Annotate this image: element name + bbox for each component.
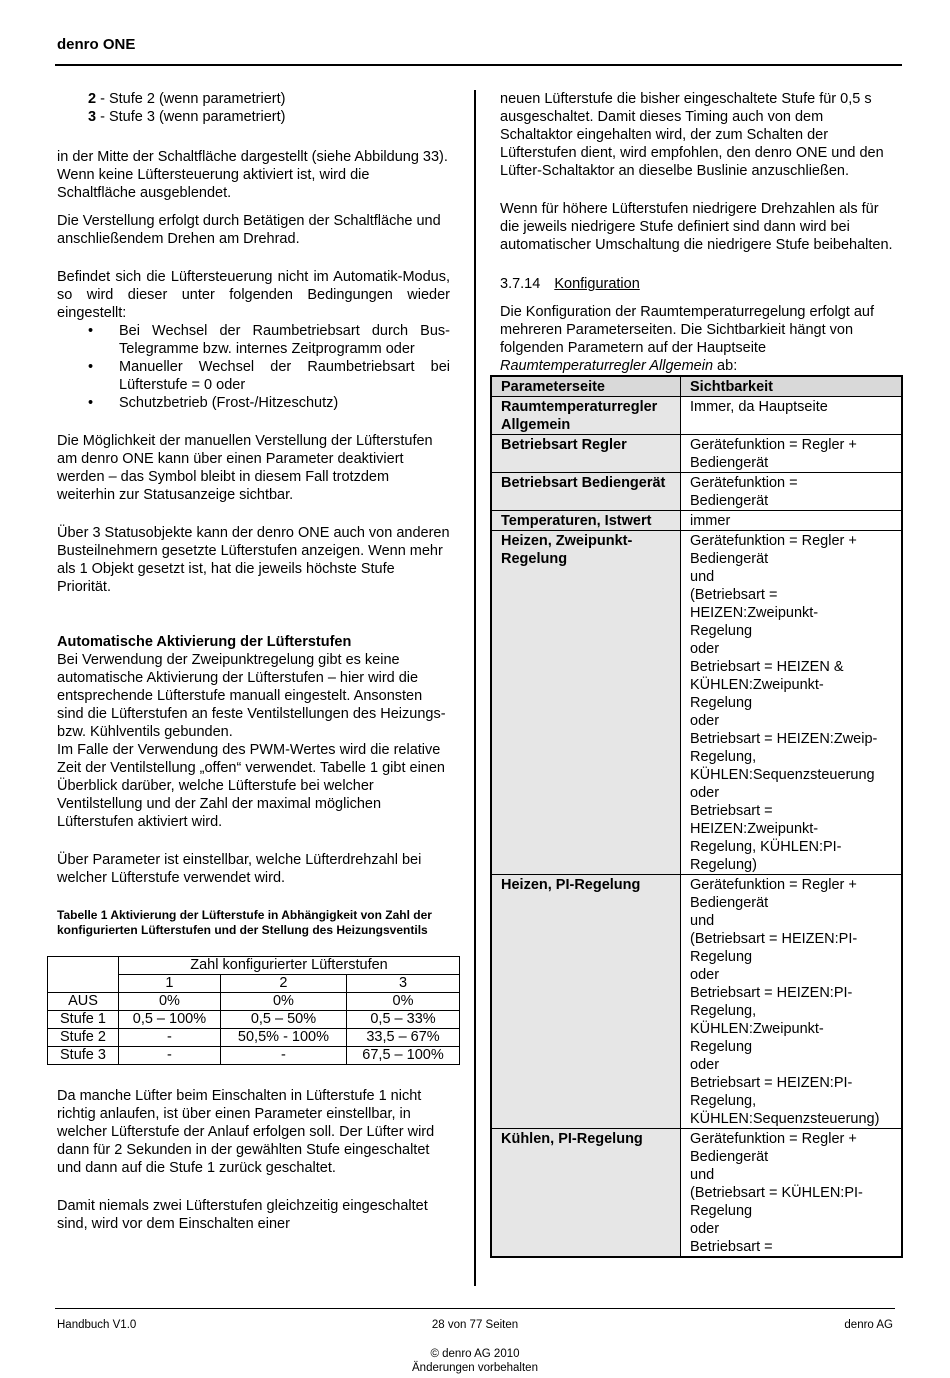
table-header: Parameterseite <box>491 376 681 397</box>
visibility-line: Betriebsart = <box>690 803 773 819</box>
visibility-line: (Betriebsart = <box>690 587 778 603</box>
visibility-line: Regelung <box>690 1203 753 1219</box>
table-row <box>48 1011 460 1029</box>
table-cell <box>48 957 119 993</box>
paragraph: Die Konfiguration der Raumtemperaturregelung erfolgt auf mehreren Parameterseiten. Die Sichtbarkieit hängt von folgenden Parametern auf der Hauptseite Raumtemperaturregler Allgemein ab: <box>500 304 874 374</box>
table-header: Sichtbarkeit <box>681 376 903 397</box>
visibility-line: Betriebsart = <box>690 1239 773 1255</box>
table-header: 1 <box>119 975 221 993</box>
visibility-line: KÜHLEN:Sequenzsteuerung) <box>690 1111 880 1127</box>
visibility-line: KÜHLEN:Zweipunkt- <box>690 677 824 693</box>
visibility-cell <box>681 473 903 511</box>
visibility-line: Regelung, <box>690 1093 757 1109</box>
visibility-line: oder <box>690 967 720 983</box>
parameter-page-cell: Heizen, PI-Regelung <box>491 875 681 1129</box>
visibility-line: oder <box>690 785 720 801</box>
paragraph: Über Parameter ist einstellbar, welche Lüfterdrehzahl bei welcher Lüfterstufe verwendet wird. <box>57 852 422 886</box>
table-cell: - <box>119 1029 221 1047</box>
parameter-page-cell: Kühlen, PI-Regelung <box>491 1129 681 1258</box>
table-row <box>491 435 902 473</box>
visibility-cell <box>681 435 903 473</box>
visibility-line: KÜHLEN:Sequenzsteuerung <box>690 767 875 783</box>
visibility-line: Regelung, <box>690 749 757 765</box>
table-header: Zahl konfigurierter Lüfterstufen <box>119 957 460 975</box>
visibility-line: HEIZEN:Zweipunkt- <box>690 821 819 837</box>
table-cell: 50,5% - 100% <box>220 1029 346 1047</box>
section-number: 3.7.14 <box>500 276 541 292</box>
visibility-line: Gerätefunktion = Regler + <box>690 877 857 893</box>
list-item: • Manueller Wechsel der Raumbetriebsart bei Lüfterstufe = 0 oder <box>119 358 450 394</box>
visibility-line: oder <box>690 1057 720 1073</box>
paragraph: in der Mitte der Schaltfläche dargestellt (siehe Abbildung 33). Wenn keine Lüftersteuerung aktiviert ist, wird die Schaltfläche ausgeblendet. <box>57 149 448 201</box>
parameter-page-cell: Raumtemperaturregler Allgemein <box>491 397 681 435</box>
row-label: Stufe 1 <box>48 1011 119 1029</box>
stufe-item: 2 - Stufe 2 (wenn parametriert) <box>88 91 286 107</box>
visibility-line: Regelung <box>690 623 753 639</box>
table-header: 3 <box>347 975 460 993</box>
paragraph: Da manche Lüfter beim Einschalten in Lüfterstufe 1 nicht richtig anlaufen, ist über einen Parameter einstellbar, in welcher Lüfterstufe der Anlauf erfolgen soll. Der Lüfter wird dann für 2 Sekunden in der gewählten Stufe eingeschaltet und dann auf die Stufe 1 zurück geschaltet. <box>57 1088 435 1176</box>
stufen-list <box>57 90 450 126</box>
table-cell: 67,5 – 100% <box>347 1047 460 1065</box>
column-divider <box>474 90 476 1286</box>
copyright: © denro AG 2010 <box>430 1348 520 1360</box>
visibility-cell <box>681 511 903 531</box>
list-item: • Bei Wechsel der Raumbetriebsart durch Bus-Telegramme bzw. internes Zeitprogramm oder <box>119 322 450 358</box>
table-cell: 0,5 – 100% <box>119 1011 221 1029</box>
visibility-line: und <box>690 569 715 585</box>
visibility-line: oder <box>690 1221 720 1237</box>
table-cell: 33,5 – 67% <box>347 1029 460 1047</box>
table-row <box>491 1129 902 1258</box>
visibility-line: Regelung <box>690 1039 753 1055</box>
visibility-cell <box>681 397 903 435</box>
visibility-line: (Betriebsart = HEIZEN:PI- <box>690 931 858 947</box>
table-row <box>491 473 902 511</box>
visibility-cell <box>681 531 903 875</box>
table-row <box>48 993 460 1011</box>
table-row <box>491 875 902 1129</box>
table-row <box>48 1029 460 1047</box>
left-column <box>57 90 450 1233</box>
visibility-line: oder <box>690 641 720 657</box>
table-row <box>491 397 902 435</box>
header-rule <box>55 64 902 66</box>
table-cell: 0% <box>119 993 221 1011</box>
visibility-line: Regelung, KÜHLEN:PI- <box>690 839 842 855</box>
table-cell: - <box>220 1047 346 1065</box>
footer-right: denro AG <box>844 1319 893 1331</box>
visibility-cell <box>681 1129 903 1258</box>
visibility-line: Immer, da Hauptseite <box>690 399 828 415</box>
visibility-line: Bediengerät <box>690 551 769 567</box>
footer-left: Handbuch V1.0 <box>57 1319 137 1331</box>
visibility-line: Bediengerät <box>690 1149 769 1165</box>
fan-stage-table <box>47 956 460 1065</box>
table-row <box>48 1047 460 1065</box>
paragraph: Wenn für höhere Lüfterstufen niedrigere Drehzahlen als für die jeweils niedrigere Stufe definiert sind dann wird bei automatischer Umschaltung die niedrigere Stufe beibehalten. <box>500 201 893 253</box>
table-row <box>491 376 902 397</box>
table-cell: 0% <box>347 993 460 1011</box>
visibility-line: HEIZEN:Zweipunkt- <box>690 605 819 621</box>
paragraph: Befindet sich die Lüftersteuerung nicht im Automatik-Modus, so wird dieser unter folgenden Bedingungen wieder eingestellt: <box>57 269 450 321</box>
right-column <box>500 90 893 1258</box>
table-row <box>48 957 460 975</box>
visibility-line: Bediengerät <box>690 493 769 509</box>
visibility-line: oder <box>690 713 720 729</box>
visibility-line: Gerätefunktion = Regler + <box>690 533 857 549</box>
page-number: 28 von 77 Seiten <box>431 1319 519 1331</box>
table-row <box>491 531 902 875</box>
visibility-line: Regelung, <box>690 1003 757 1019</box>
visibility-line: KÜHLEN:Zweipunkt- <box>690 1021 824 1037</box>
visibility-cell <box>681 875 903 1129</box>
paragraph: neuen Lüfterstufe die bisher eingeschaltete Stufe für 0,5 s ausgeschaltet. Damit dieses Timing auch von dem Schaltaktor eingehalten wird, der zum Schalten der Lüfterstufen dient, wird empfohlen, den denro ONE und den Lüfter-Schaltaktor an dieselbe Buslinie anzuschließen. <box>500 91 884 179</box>
visibility-line: Regelung <box>690 695 753 711</box>
section-heading <box>500 275 893 293</box>
row-label: AUS <box>48 993 119 1011</box>
configuration-table <box>490 375 903 1258</box>
visibility-line: (Betriebsart = KÜHLEN:PI- <box>690 1185 863 1201</box>
paragraph: Die Möglichkeit der manuellen Verstellung der Lüfterstufen am denro ONE kann über einen Parameter deaktiviert werden – das Symbol bleibt in diesem Fall trotzdem weiterhin zur Statusanzeige sichtbar. <box>57 433 433 503</box>
section-title: Konfiguration <box>554 276 640 292</box>
visibility-line: Gerätefunktion = <box>690 475 798 491</box>
visibility-line: Betriebsart = HEIZEN:Zweip- <box>690 731 878 747</box>
conditions-list <box>57 322 450 412</box>
paragraph: Damit niemals zwei Lüfterstufen gleichzeitig eingeschaltet sind, wird vor dem Einschalten einer <box>57 1198 428 1232</box>
stufe-item: 3 - Stufe 3 (wenn parametriert) <box>88 109 286 125</box>
visibility-line: Bediengerät <box>690 455 769 471</box>
parameter-page-cell: Temperaturen, Istwert <box>491 511 681 531</box>
row-label: Stufe 2 <box>48 1029 119 1047</box>
paragraph: Über 3 Statusobjekte kann der denro ONE auch von anderen Busteilnehmern gesetzte Lüfterstufen anzeigen. Wenn mehr als 1 Objekt gesetzt ist, hat die jeweils höchste Stufe Priorität. <box>57 525 450 595</box>
paragraph: Die Verstellung erfolgt durch Betätigen der Schaltfläche und anschließendem Drehen am Drehrad. <box>57 213 441 247</box>
table-cell: 0,5 – 50% <box>220 1011 346 1029</box>
section-heading: Automatische Aktivierung der Lüfterstufen <box>57 634 352 650</box>
list-item: • Schutzbetrieb (Frost-/Hitzeschutz) <box>119 394 450 412</box>
visibility-line: immer <box>690 513 731 529</box>
table-cell: - <box>119 1047 221 1065</box>
table-row <box>491 511 902 531</box>
table-caption: Tabelle 1 Aktivierung der Lüfterstufe in Abhängigkeit von Zahl der konfigurierten Lüfterstufen und der Stellung des Heizungsventils <box>57 908 432 937</box>
parameter-page-cell: Betriebsart Bediengerät <box>491 473 681 511</box>
visibility-line: Gerätefunktion = Regler + <box>690 1131 857 1147</box>
visibility-line: Regelung) <box>690 857 757 873</box>
footer-rule <box>55 1308 895 1309</box>
visibility-line: Bediengerät <box>690 895 769 911</box>
disclaimer: Änderungen vorbehalten <box>412 1362 538 1374</box>
parameter-page-cell: Heizen, Zweipunkt-Regelung <box>491 531 681 875</box>
visibility-line: Betriebsart = HEIZEN & <box>690 659 844 675</box>
visibility-line: Betriebsart = HEIZEN:PI- <box>690 985 853 1001</box>
table-header: 2 <box>220 975 346 993</box>
row-label: Stufe 3 <box>48 1047 119 1065</box>
paragraph: Bei Verwendung der Zweipunktregelung gibt es keine automatische Aktivierung der Lüfterstufen – hier wird die entsprechende Lüfterstufe manuall eingestelt. Ansonsten sind die Lüfterstufen an feste Ventilstellungen des Heizungs- bzw. Kühlventils gebunden. <box>57 652 446 740</box>
visibility-line: Betriebsart = HEIZEN:PI- <box>690 1075 853 1091</box>
visibility-line: und <box>690 1167 715 1183</box>
parameter-page-cell: Betriebsart Regler <box>491 435 681 473</box>
visibility-line: und <box>690 913 715 929</box>
table-cell: 0% <box>220 993 346 1011</box>
document-title: denro ONE <box>57 36 136 53</box>
visibility-line: Gerätefunktion = Regler + <box>690 437 857 453</box>
paragraph: Im Falle der Verwendung des PWM-Wertes wird die relative Zeit der Ventilstellung „offen“ verwendet. Tabelle 1 gibt einen Überblick darüber, welche Lüfterstufe bei welcher Ventilstellung und der Zahl der maximal möglichen Lüfterstufen aktiviert wird. <box>57 742 445 830</box>
table-cell: 0,5 – 33% <box>347 1011 460 1029</box>
visibility-line: Regelung <box>690 949 753 965</box>
